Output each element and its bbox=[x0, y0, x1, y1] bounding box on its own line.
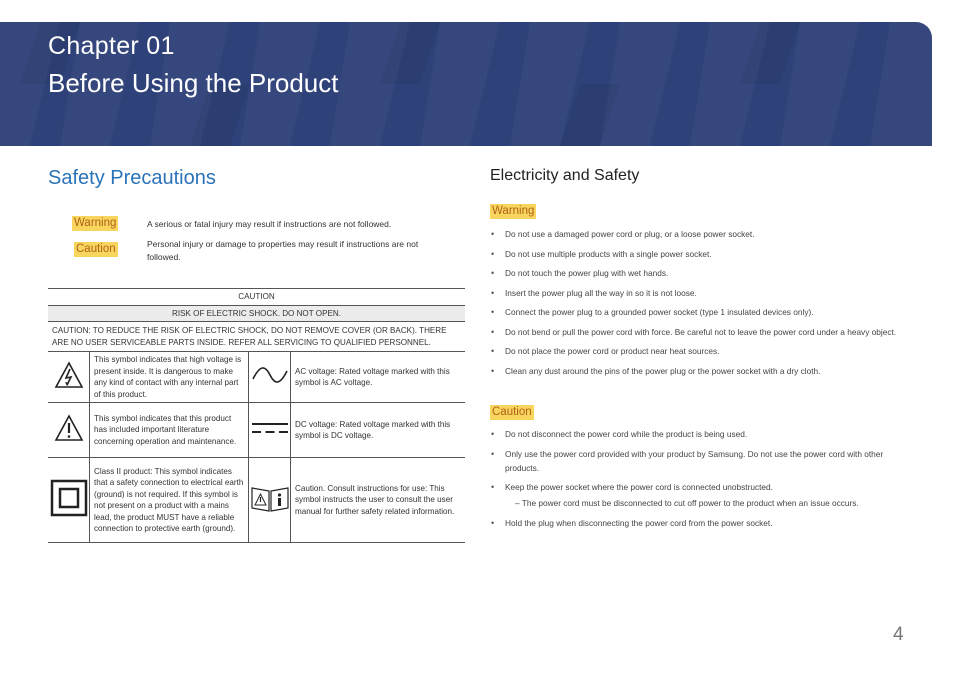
list-item-text: Clean any dust around the pins of the power plug or the power socket with a dry cloth. bbox=[505, 365, 821, 376]
legend-caution bbox=[48, 238, 448, 266]
list-item bbox=[490, 516, 910, 530]
list-item-text: Do not use a damaged power cord or plug, or a loose power socket. bbox=[505, 229, 755, 239]
exclamation-triangle-icon bbox=[48, 403, 90, 458]
list-item bbox=[490, 325, 910, 339]
list-item bbox=[490, 427, 910, 441]
list-item bbox=[490, 266, 910, 280]
list-item bbox=[490, 286, 910, 300]
section-title: Safety Precautions bbox=[48, 167, 216, 189]
caution-legend-text: Personal injury or damage to properties may result if instructions are not followed. bbox=[147, 239, 419, 262]
table-row bbox=[48, 403, 465, 458]
high-voltage-text: This symbol indicates that high voltage is present inside. It is dangerous to make any kind of contact with any internal part of this product. bbox=[90, 352, 249, 403]
class-ii-text: Class II product: This symbol indicates that a safety connection to electrical earth (ground) is not required. If this symbol is not present on a product with a mains lead, the product MUST have a reliable connection to protective earth (ground). bbox=[90, 458, 249, 543]
list-item bbox=[490, 305, 910, 319]
list-item-text: Insert the power plug all the way in so it is not loose. bbox=[505, 287, 697, 298]
warning-tag: Warning bbox=[74, 217, 117, 229]
literature-text: This symbol indicates that this product has included important literature concerning operation and maintenance. bbox=[90, 403, 249, 458]
list-item-text: Do not use multiple products with a single power socket. bbox=[505, 248, 712, 259]
list-item bbox=[490, 227, 910, 241]
list-item bbox=[490, 247, 910, 261]
list-item bbox=[490, 344, 910, 358]
table-row bbox=[48, 352, 465, 403]
caution-list bbox=[490, 427, 910, 535]
dc-voltage-text: DC voltage: Rated voltage marked with this symbol is DC voltage. bbox=[291, 403, 466, 458]
consult-manual-text: Caution. Consult instructions for use: This symbol instructs the user to consult the user manual for further safety related information. bbox=[291, 458, 466, 543]
caution-table-subheader: RISK OF ELECTRIC SHOCK. DO NOT OPEN. bbox=[48, 305, 465, 322]
warning-legend-text: A serious or fatal injury may result if instructions are not followed. bbox=[147, 219, 392, 229]
dc-voltage-icon bbox=[249, 403, 291, 458]
class-ii-icon bbox=[48, 458, 90, 543]
ac-voltage-icon bbox=[249, 352, 291, 403]
chapter-title: Before Using the Product bbox=[48, 68, 339, 98]
warning-list bbox=[490, 227, 910, 383]
list-item-text: Do not bend or pull the power cord with force. Be careful not to leave the power cord under a heavy object. bbox=[505, 326, 897, 337]
chapter-banner bbox=[0, 22, 932, 146]
list-item-text: Keep the power socket where the power cord is connected unobstructed. bbox=[505, 482, 773, 492]
ac-voltage-text: AC voltage: Rated voltage marked with this symbol is AC voltage. bbox=[291, 352, 466, 403]
list-item-text: Hold the plug when disconnecting the power cord from the power socket. bbox=[505, 517, 773, 528]
caution-subnote: – The power cord must be disconnected to cut off power to the product when an issue occurs. bbox=[515, 498, 859, 508]
list-item bbox=[490, 364, 910, 378]
table-row bbox=[48, 458, 465, 543]
page-number: 4 bbox=[893, 624, 904, 645]
legend-warning bbox=[48, 216, 448, 236]
caution-table-header: CAUTION bbox=[48, 289, 465, 306]
list-item-text: Do not place the power cord or product near heat sources. bbox=[505, 346, 720, 356]
chapter-label: Chapter 01 bbox=[48, 32, 175, 60]
lightning-triangle-icon bbox=[48, 352, 90, 403]
list-item-text: Do not disconnect the power cord while the product is being used. bbox=[505, 429, 748, 439]
caution-tag: Caution bbox=[492, 406, 532, 418]
list-item-text: Do not touch the power plug with wet hands. bbox=[505, 268, 669, 278]
caution-tag: Caution bbox=[76, 243, 116, 255]
list-item-text: Connect the power plug to a grounded power socket (type 1 insulated devices only). bbox=[505, 307, 814, 317]
list-item bbox=[490, 447, 910, 475]
electricity-safety-title: Electricity and Safety bbox=[490, 167, 640, 184]
caution-symbols-table bbox=[48, 288, 465, 543]
consult-manual-icon bbox=[249, 458, 291, 543]
caution-table-notice: CAUTION: TO REDUCE THE RISK OF ELECTRIC SHOCK, DO NOT REMOVE COVER (OR BACK). THERE ARE NO USER SERVICEABLE PARTS INSIDE. REFER ALL SERVICING TO QUALIFIED PERSONNEL. bbox=[48, 322, 465, 352]
warning-tag: Warning bbox=[492, 205, 535, 217]
list-item bbox=[490, 480, 910, 510]
list-item-text: Only use the power cord provided with your product by Samsung. Do not use the power cord with other products. bbox=[505, 448, 884, 473]
